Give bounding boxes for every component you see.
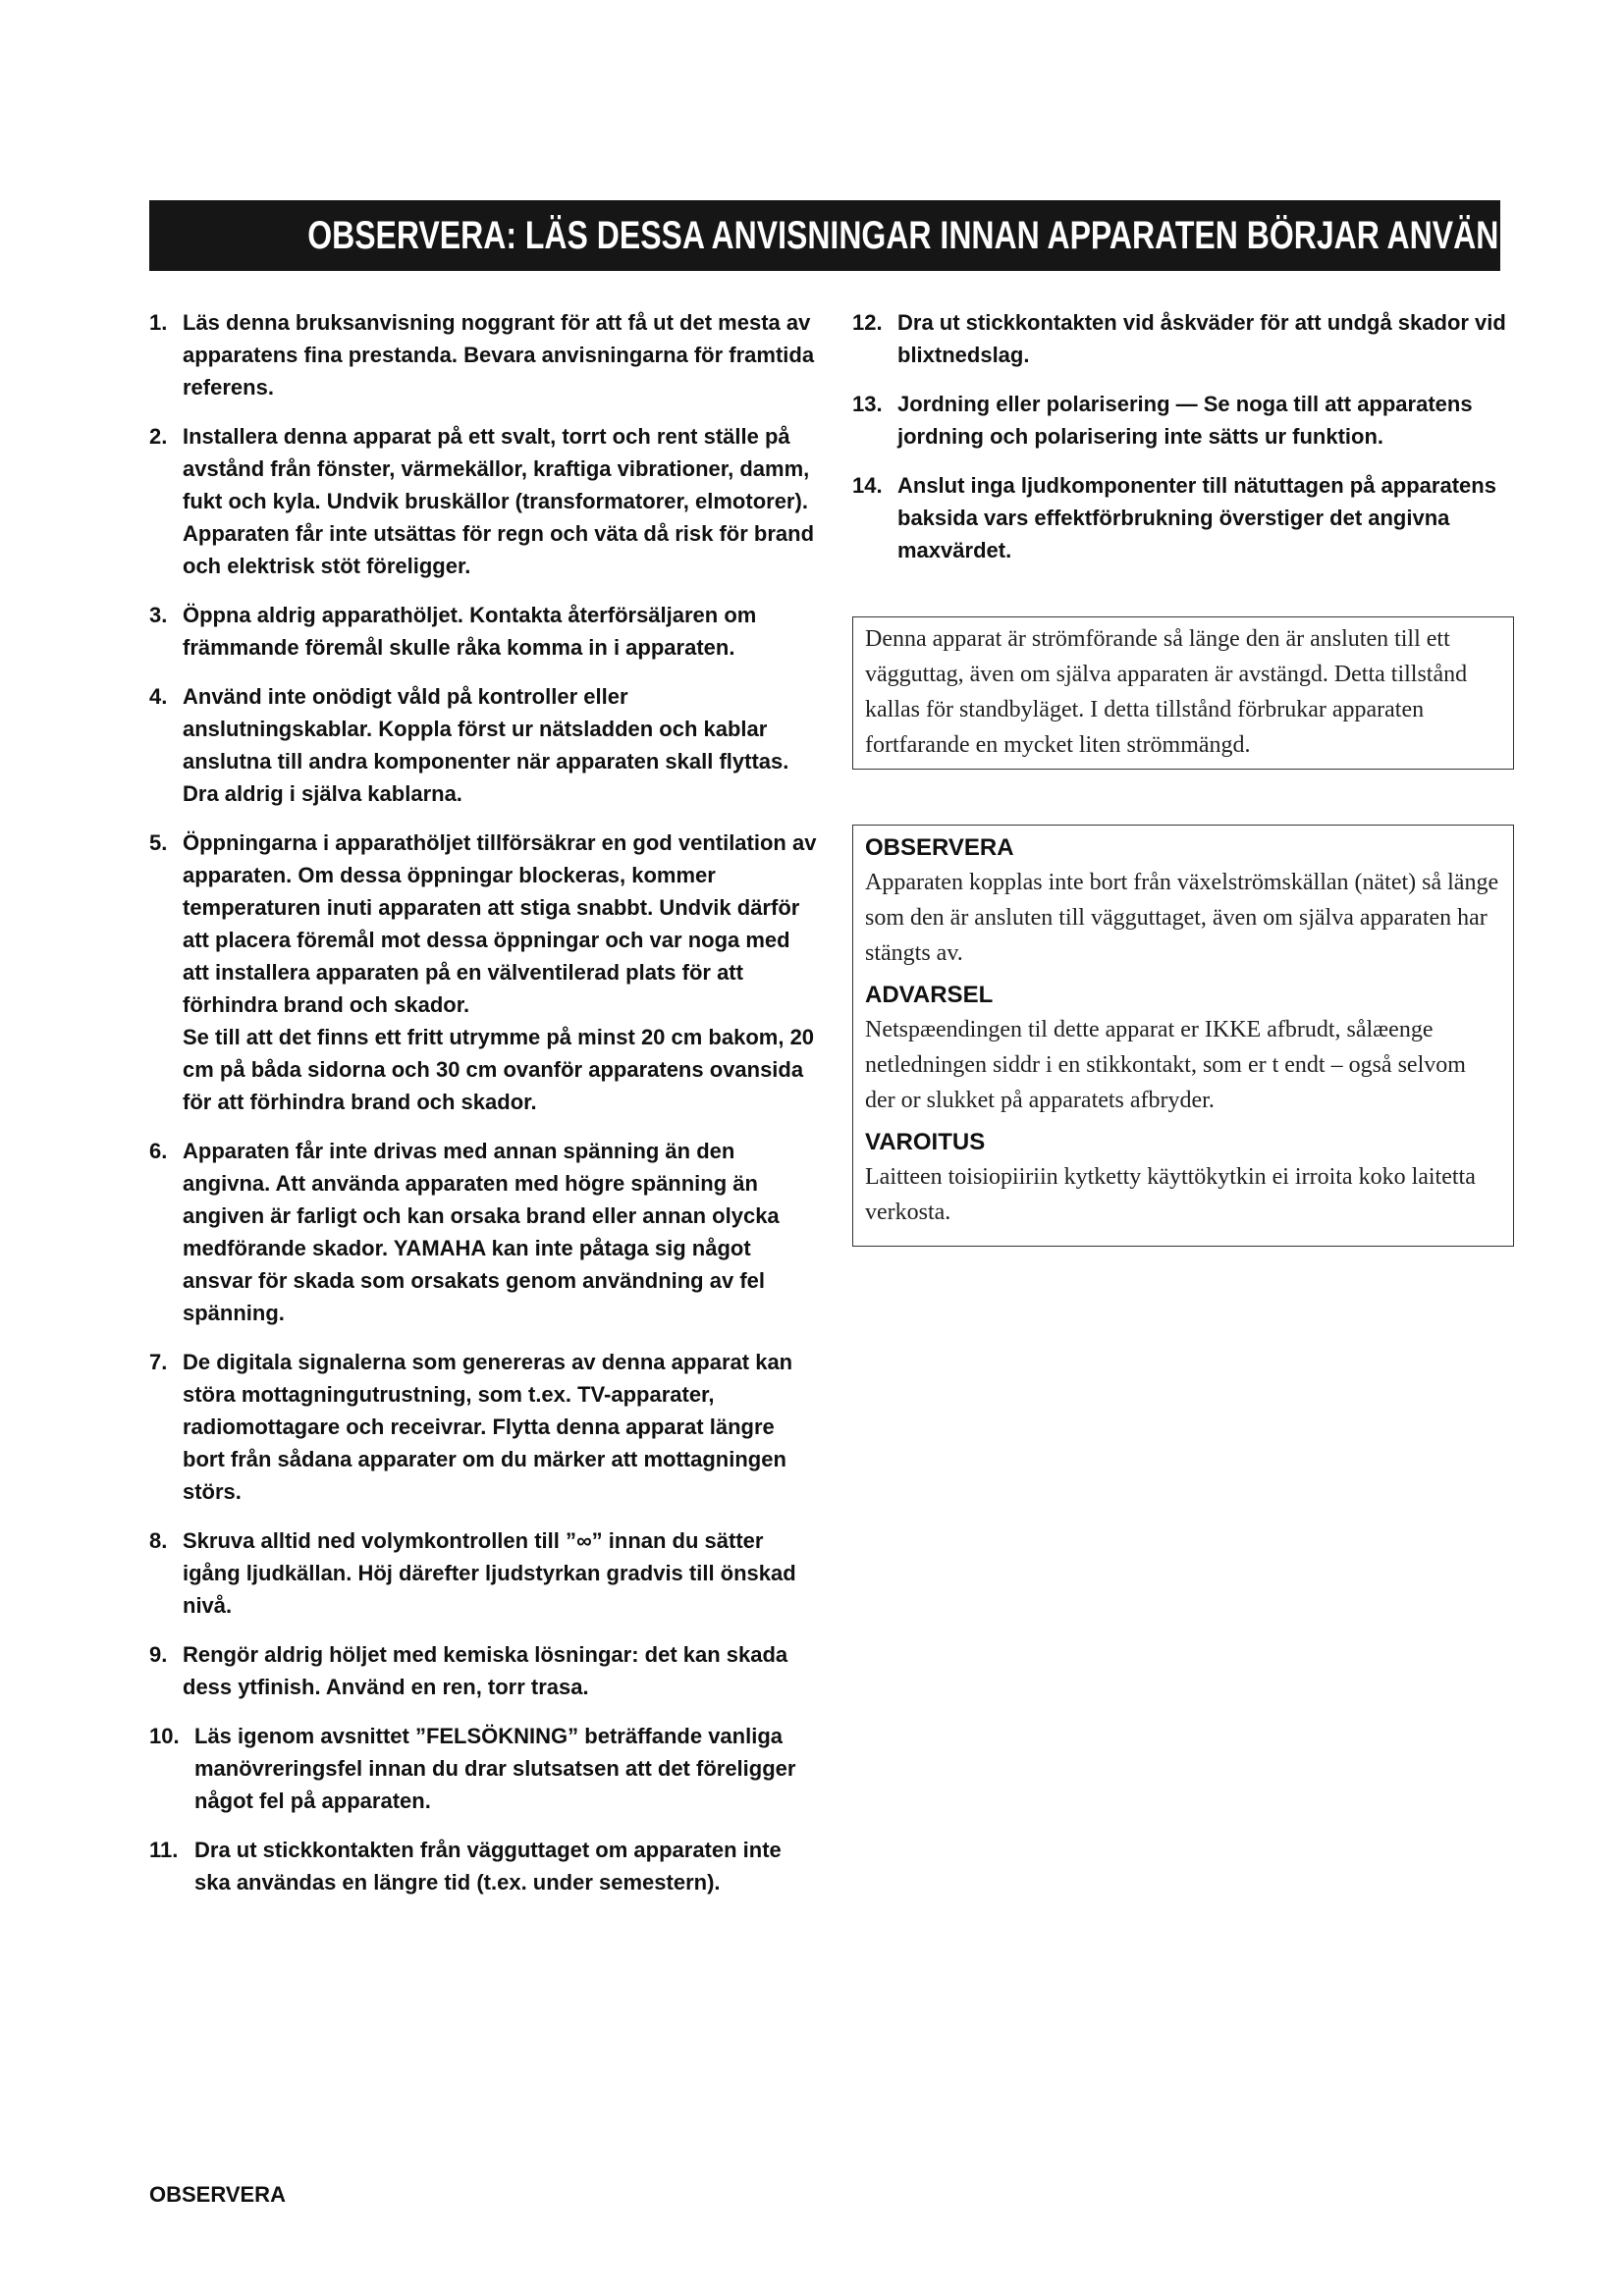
instruction-list-right — [852, 306, 1508, 566]
list-item — [149, 1135, 817, 1329]
item-number: 5. — [149, 830, 168, 855]
item-number: 3. — [149, 603, 168, 627]
list-item — [149, 306, 817, 403]
item-text: Installera denna apparat på ett svalt, torrt och rent ställe på avstånd från fönster, värmekällor, kraftiga vibrationer, damm, fukt och kyla. Undvik bruskällor (transformatorer, elmotorer). Apparaten får inte utsättas för regn och väta då risk för brand och elektrisk stöt föreligger. — [183, 424, 815, 578]
item-number: 2. — [149, 424, 168, 449]
banner-text: OBSERVERA: LÄS DESSA ANVISNINGAR INNAN APPARATEN BÖRJAR ANVÄNDAS. — [307, 214, 1574, 257]
item-text: Anslut inga ljudkomponenter till nätuttagen på apparatens baksida vars effektförbrukning överstiger det angivna maxvärdet. — [897, 473, 1496, 562]
item-text: Dra ut stickkontakten vid åskväder för att undgå skador vid blixtnedslag. — [897, 310, 1506, 367]
item-number: 9. — [149, 1642, 168, 1667]
item-number: 1. — [149, 310, 168, 335]
item-number: 12. — [852, 310, 883, 335]
warnings-box — [852, 825, 1514, 1247]
right-column — [852, 306, 1508, 583]
item-text: De digitala signalerna som genereras av denna apparat kan störa mottagningutrustning, som t.ex. TV-apparater, radiomottagare och receivrar. Flytta denna apparat längre bort från sådana apparater om du märker att mottagningen störs. — [183, 1350, 793, 1504]
list-item — [149, 1720, 817, 1817]
item-text: Läs igenom avsnittet ”FELSÖKNING” beträffande vanliga manövreringsfel innan du drar slutsatsen att det föreligger något fel på apparaten. — [194, 1724, 796, 1813]
instruction-list-left — [149, 306, 817, 1898]
item-text: Öppningarna i apparathöljet tillförsäkrar en god ventilation av apparaten. Om dessa öppningar blockeras, kommer temperaturen inuti apparaten att stiga snabbt. Undvik därför att placera föremål mot dessa öppningar och var noga med att installera apparaten på en välventilerad plats för att förhindra brand och skador. — [183, 830, 817, 1017]
varoitus-heading: VAROITUS — [865, 1129, 986, 1155]
standby-note-box — [852, 616, 1514, 770]
item-number: 14. — [852, 473, 883, 498]
left-column — [149, 306, 817, 1915]
observera-text: Apparaten kopplas inte bort från växelströmskällan (nätet) så länge som den är ansluten till vägguttaget, även om själva apparaten har stängts av. — [865, 870, 1499, 966]
item-number: 7. — [149, 1350, 168, 1374]
item-number: 6. — [149, 1139, 168, 1163]
item-text: Öppna aldrig apparathöljet. Kontakta återförsäljaren om främmande föremål skulle råka komma in i apparaten. — [183, 603, 757, 660]
advarsel-text: Netspæendingen til dette apparat er IKKE afbrudt, sålæenge netledningen siddr i en stikkontakt, som er t endt – også selvom der or slukket på apparatets afbryder. — [865, 1017, 1466, 1113]
list-item — [149, 827, 817, 1118]
list-item — [149, 599, 817, 664]
list-item — [852, 306, 1508, 371]
page-banner-title — [149, 200, 1574, 271]
item-number: 8. — [149, 1528, 168, 1553]
varoitus-text: Laitteen toisiopiiriin kytketty käyttökytkin ei irroita koko laitetta verkosta. — [865, 1164, 1476, 1225]
advarsel-heading: ADVARSEL — [865, 982, 994, 1008]
item-number: 11. — [149, 1838, 179, 1862]
item-text: Använd inte onödigt våld på kontroller eller anslutningskablar. Koppla först ur nätsladden och kablar anslutna till andra komponenter när apparaten skall flyttas. Dra aldrig i själva kablarna. — [183, 684, 789, 806]
item-text: Skruva alltid ned volymkontrollen till ”∞” innan du sätter igång ljudkällan. Höj därefter ljudstyrkan gradvis till önskad nivå. — [183, 1528, 796, 1618]
page-footer-label: OBSERVERA — [149, 2182, 286, 2207]
item-text: Rengör aldrig höljet med kemiska lösningar: det kan skada dess ytfinish. Använd en ren, torr trasa. — [183, 1642, 788, 1699]
item-text: Läs denna bruksanvisning noggrant för att få ut det mesta av apparatens fina prestanda. Bevara anvisningarna för framtida referens. — [183, 310, 815, 400]
observera-heading: OBSERVERA — [865, 834, 1014, 861]
list-item — [149, 420, 817, 582]
list-item — [149, 1346, 817, 1508]
item-number: 13. — [852, 392, 883, 416]
list-item — [852, 388, 1508, 453]
item-text-continued: Se till att det finns ett fritt utrymme på minst 20 cm bakom, 20 cm på båda sidorna och 30 cm ovanför apparatens ovansida för att förhindra brand och skador. — [183, 1025, 815, 1114]
item-number: 4. — [149, 684, 168, 709]
list-item — [149, 1638, 817, 1703]
list-item — [852, 469, 1508, 566]
item-text: Dra ut stickkontakten från vägguttaget om apparaten inte ska användas en längre tid (t.ex. under semestern). — [194, 1838, 782, 1895]
item-number: 10. — [149, 1724, 180, 1748]
list-item — [149, 680, 817, 810]
standby-note-text: Denna apparat är strömförande så länge den är ansluten till ett vägguttag, även om själva apparaten är avstängd. Detta tillstånd kallas för standbyläget. I detta tillstånd förbrukar apparaten fortfarande en mycket liten strömmängd. — [865, 626, 1468, 758]
list-item — [149, 1524, 817, 1622]
list-item — [149, 1834, 817, 1898]
item-text: Jordning eller polarisering — Se noga till att apparatens jordning och polarisering inte sätts ur funktion. — [897, 392, 1473, 449]
item-text: Apparaten får inte drivas med annan spänning än den angivna. Att använda apparaten med högre spänning än angiven är farligt och kan orsaka brand eller annan olycka medförande skador. YAMAHA kan inte påtaga sig något ansvar för skada som orsakats genom användning av fel spänning. — [183, 1139, 780, 1325]
